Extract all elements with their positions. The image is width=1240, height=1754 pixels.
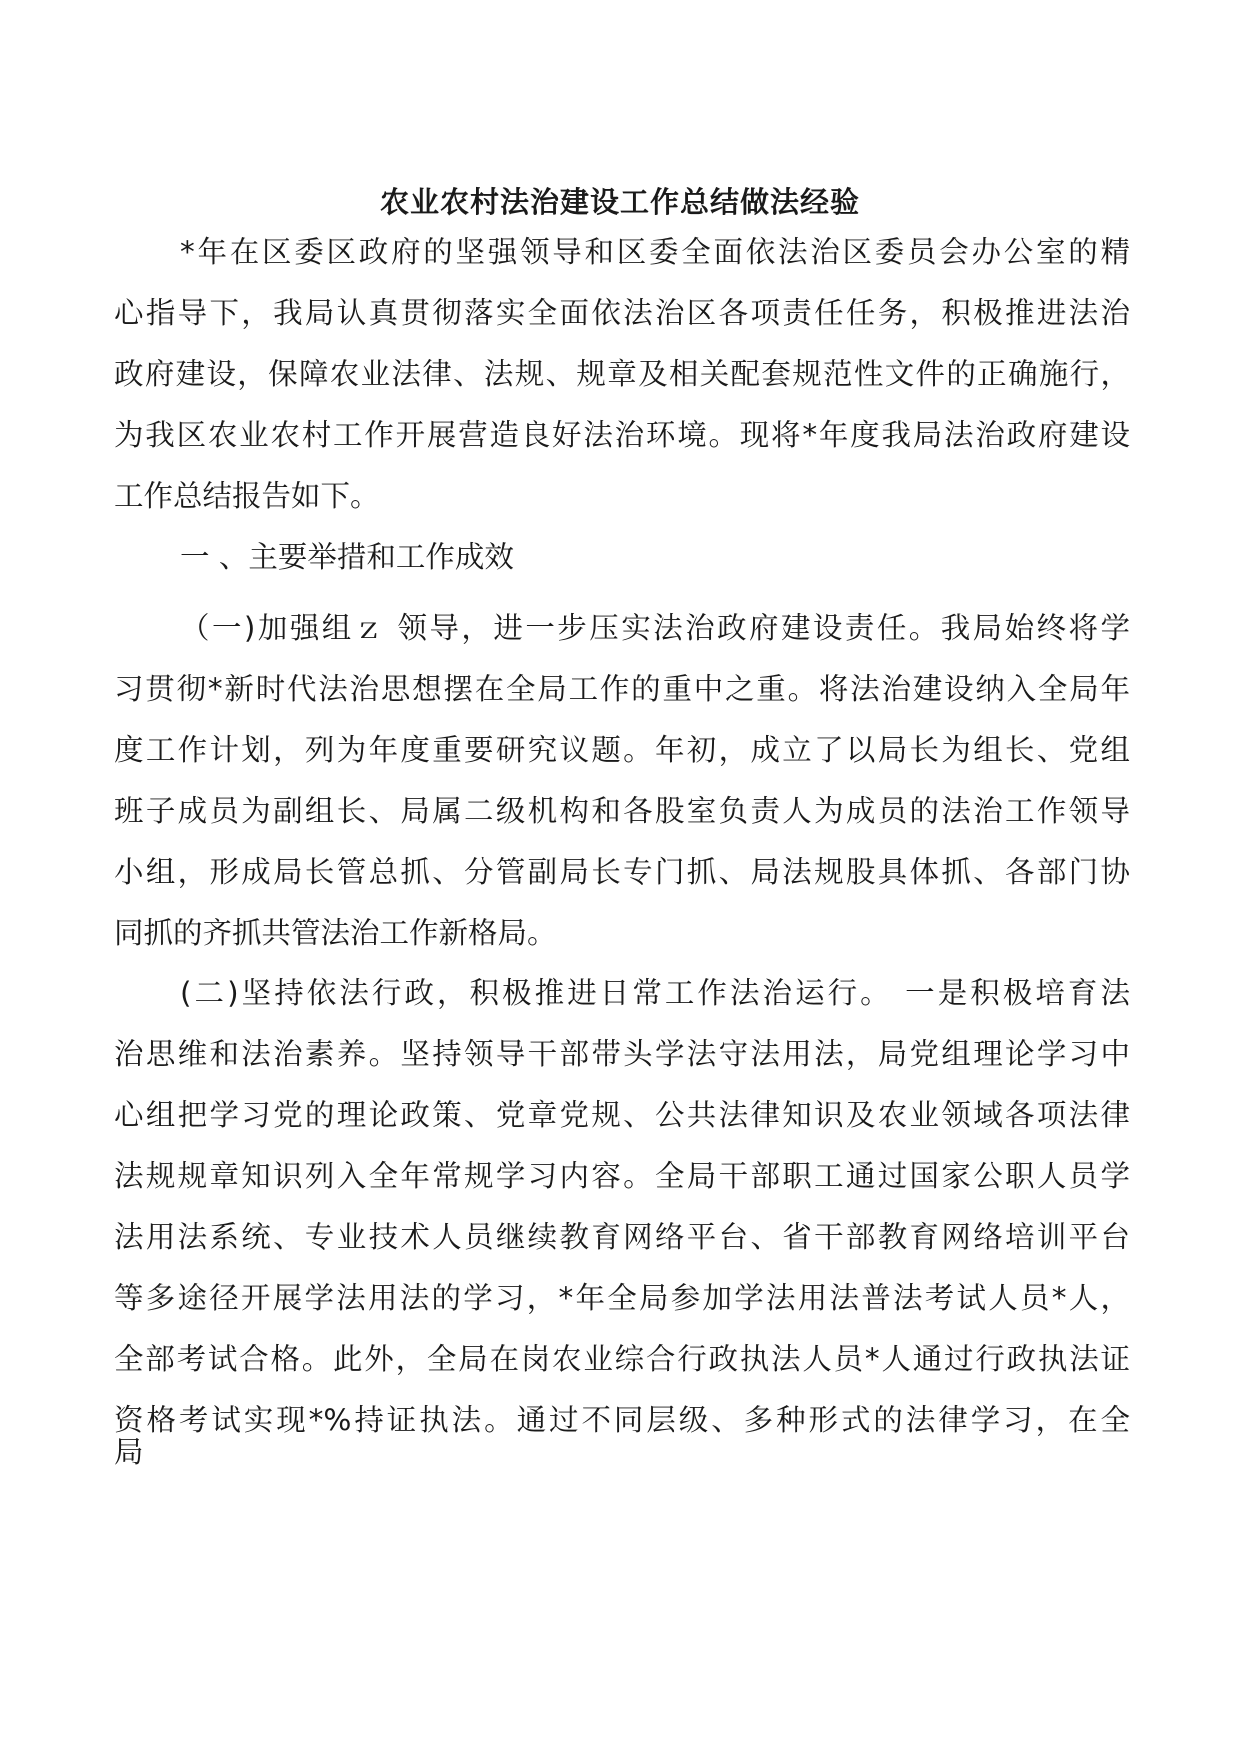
paragraph-line: 政府建设，保障农业法律、法规、规章及相关配套规范性文件的正确施行， <box>114 357 1130 391</box>
paragraph-line: 资格考试实现*%持证执法。通过不同层级、多种形式的法律学习，在全 <box>114 1403 1130 1437</box>
paragraph-line: (二)坚持依法行政，积极推进日常工作法治运行。 一是积极培育法 <box>180 976 1130 1010</box>
paragraph-line: 等多途径开展学法用法的学习，*年全局参加学法用法普法考试人员*人， <box>114 1281 1130 1315</box>
paragraph-line: 度工作计划，列为年度重要研究议题。年初，成立了以局长为组长、党组 <box>114 733 1130 767</box>
document-title: 农业农村法治建设工作总结做法经验 <box>379 185 860 219</box>
paragraph-line: 工作总结报告如下。 <box>114 479 380 513</box>
paragraph-line: 一 、主要举措和工作成效 <box>180 540 514 574</box>
paragraph-line: （一)加强组ｚ 领导，进一步压实法治政府建设责任。我局始终将学 <box>180 611 1130 645</box>
paragraph-line: 心指导下，我局认真贯彻落实全面依法治区各项责任任务，积极推进法治 <box>114 296 1130 330</box>
paragraph-line: *年在区委区政府的坚强领导和区委全面依法治区委员会办公室的精 <box>180 235 1130 269</box>
paragraph-line: 同抓的齐抓共管法治工作新格局。 <box>114 916 557 950</box>
paragraph-line: 法用法系统、专业技术人员继续教育网络平台、省干部教育网络培训平台 <box>114 1220 1130 1254</box>
paragraph-line: 局 <box>114 1435 144 1469</box>
paragraph-line: 治思维和法治素养。坚持领导干部带头学法守法用法，局党组理论学习中 <box>114 1037 1130 1071</box>
paragraph-line: 心组把学习党的理论政策、党章党规、公共法律知识及农业领域各项法律 <box>114 1098 1130 1132</box>
paragraph-line: 小组，形成局长管总抓、分管副局长专门抓、局法规股具体抓、各部门协 <box>114 855 1130 889</box>
paragraph-line: 班子成员为副组长、局属二级机构和各股室负责人为成员的法治工作领导 <box>114 794 1130 828</box>
paragraph-line: 习贯彻*新时代法治思想摆在全局工作的重中之重。将法治建设纳入全局年 <box>114 672 1130 706</box>
paragraph-line: 为我区农业农村工作开展营造良好法治环境。现将*年度我局法治政府建设 <box>114 418 1130 452</box>
paragraph-line: 法规规章知识列入全年常规学习内容。全局干部职工通过国家公职人员学 <box>114 1159 1130 1193</box>
paragraph-line: 全部考试合格。此外，全局在岗农业综合行政执法人员*人通过行政执法证 <box>114 1342 1130 1376</box>
